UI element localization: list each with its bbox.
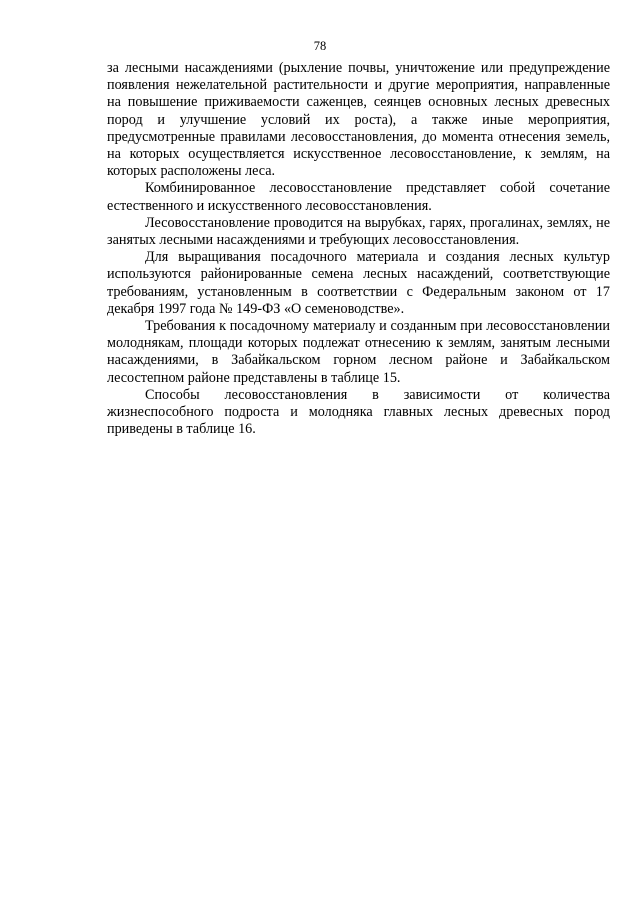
paragraph: Для выращивания посадочного материала и создания лесных культур используются районированные семена лесных насаждений, соответствующие требованиям, установленным в соответствии с Федеральным законом от 17 декабря 1997 года № 149-ФЗ «О семеноводстве». xyxy=(107,249,610,317)
body-text xyxy=(107,60,610,438)
paragraph: за лесными насаждениями (рыхление почвы, уничтожение или предупреждение появления нежелательной растительности и другие мероприятия, направленные на повышение приживаемости саженцев, сеянцев основных лесных древесных пород и улучшение условий их роста), а также иные мероприятия, предусмотренные правилами лесовосстановления, до момента отнесения земель, на которых осуществляется искусственное лесовосстановление, к землям, на которых расположены леса. xyxy=(107,60,610,180)
paragraph: Способы лесовосстановления в зависимости от количества жизнеспособного подроста и молодняка главных лесных древесных пород приведены в таблице 16. xyxy=(107,386,610,438)
paragraph: Лесовосстановление проводится на вырубках, гарях, прогалинах, землях, не занятых лесными насаждениями и требующих лесовосстановления. xyxy=(107,214,610,249)
page-number: 78 xyxy=(313,39,327,53)
paragraph: Комбинированное лесовосстановление представляет собой сочетание естественного и искусственного лесовосстановления. xyxy=(107,180,610,214)
paragraph: Требования к посадочному материалу и созданным при лесовосстановлении молоднякам, площади которых подлежат отнесению к землям, занятым лесными насаждениями, в Забайкальском горном лесном районе и Забайкальском лесостепном районе представлены в таблице 15. xyxy=(107,318,610,386)
